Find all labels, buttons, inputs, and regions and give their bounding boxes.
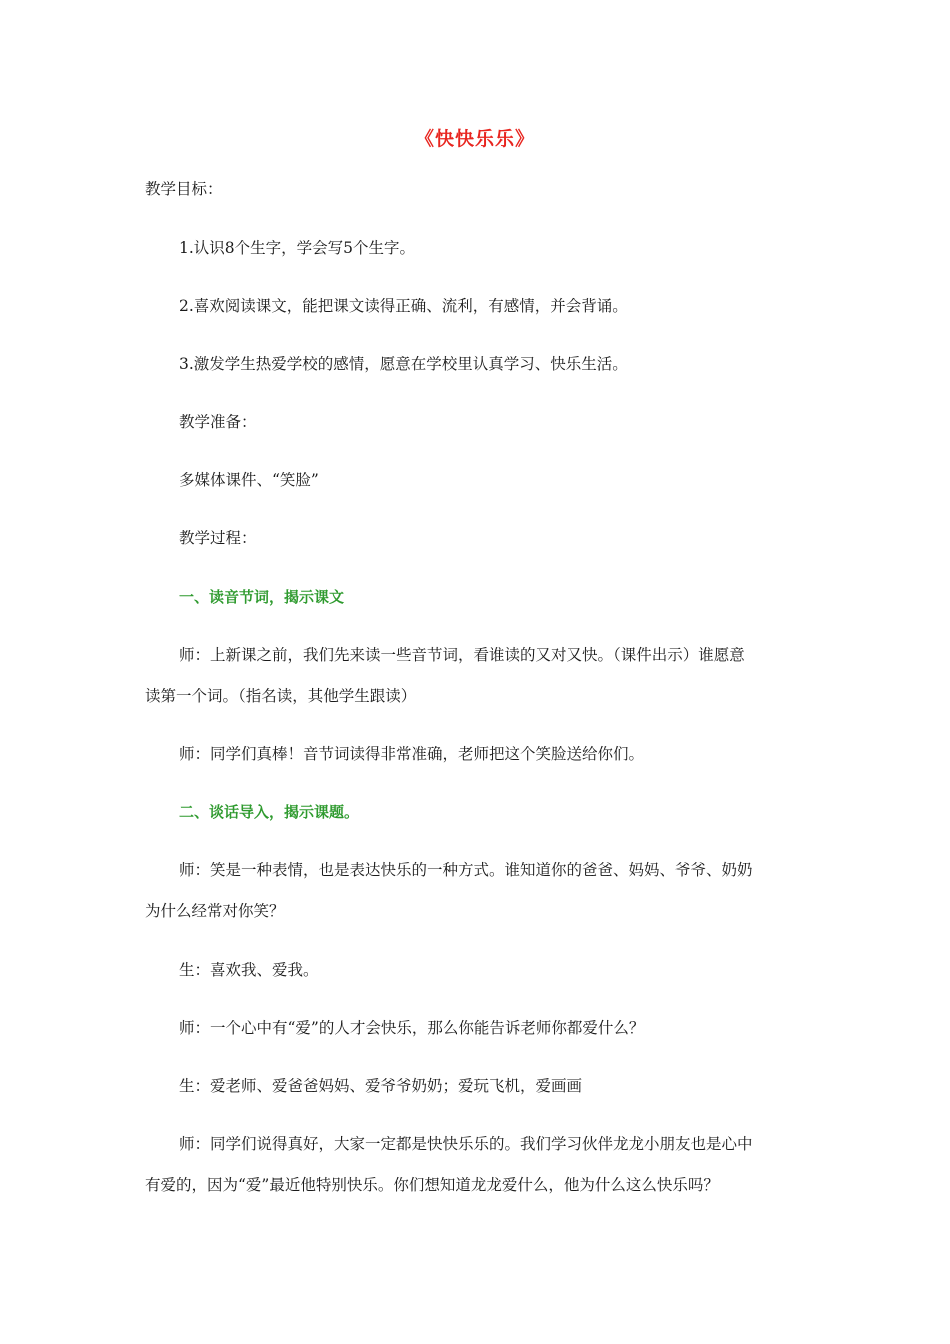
preparation-text: 多媒体课件、“笑脸” [179,471,319,489]
process-label: 教学过程： [179,529,257,547]
section-heading-1: 一、读音节词，揭示课文 [179,588,345,606]
paragraph-text: 读第一个词。（指名读，其他学生跟读） [145,687,417,705]
paragraph-text: 生：爱老师、爱爸爸妈妈、爱爷爷奶奶；爱玩飞机，爱画画 [179,1077,583,1095]
paragraph-text: 有爱的，因为“爱”最近他特别快乐。你们想知道龙龙爱什么，他为什么这么快乐吗？ [145,1176,719,1194]
paragraph-text: 师：上新课之前，我们先来读一些音节词，看谁读的又对又快。（课件出示）谁愿意 [179,646,745,664]
objective-item-1: 1.认识8个生字，学会写5个生字。 [179,239,416,257]
preparation-label: 教学准备： [179,413,257,431]
paragraph-text: 师：同学们真棒！音节词读得非常准确，老师把这个笑脸送给你们。 [179,745,645,763]
document-title: 《快快乐乐》 [414,128,535,150]
paragraph-text: 师：同学们说得真好，大家一定都是快快乐乐的。我们学习伙伴龙龙小朋友也是心中 [179,1135,753,1153]
paragraph-text: 师：笑是一种表情，也是表达快乐的一种方式。谁知道你的爸爸、妈妈、爷爷、奶奶 [179,861,753,879]
objective-item-3: 3.激发学生热爱学校的感情，愿意在学校里认真学习、快乐生活。 [179,355,628,373]
paragraph-text: 生：喜欢我、爱我。 [179,961,319,979]
objectives-label: 教学目标： [145,180,223,198]
objective-item-2: 2.喜欢阅读课文，能把课文读得正确、流利，有感情，并会背诵。 [179,297,628,315]
paragraph-text: 为什么经常对你笑？ [145,902,285,920]
section-heading-2: 二、谈话导入，揭示课题。 [179,803,360,821]
paragraph-text: 师：一个心中有“爱”的人才会快乐，那么你能告诉老师你都爱什么？ [179,1019,645,1037]
